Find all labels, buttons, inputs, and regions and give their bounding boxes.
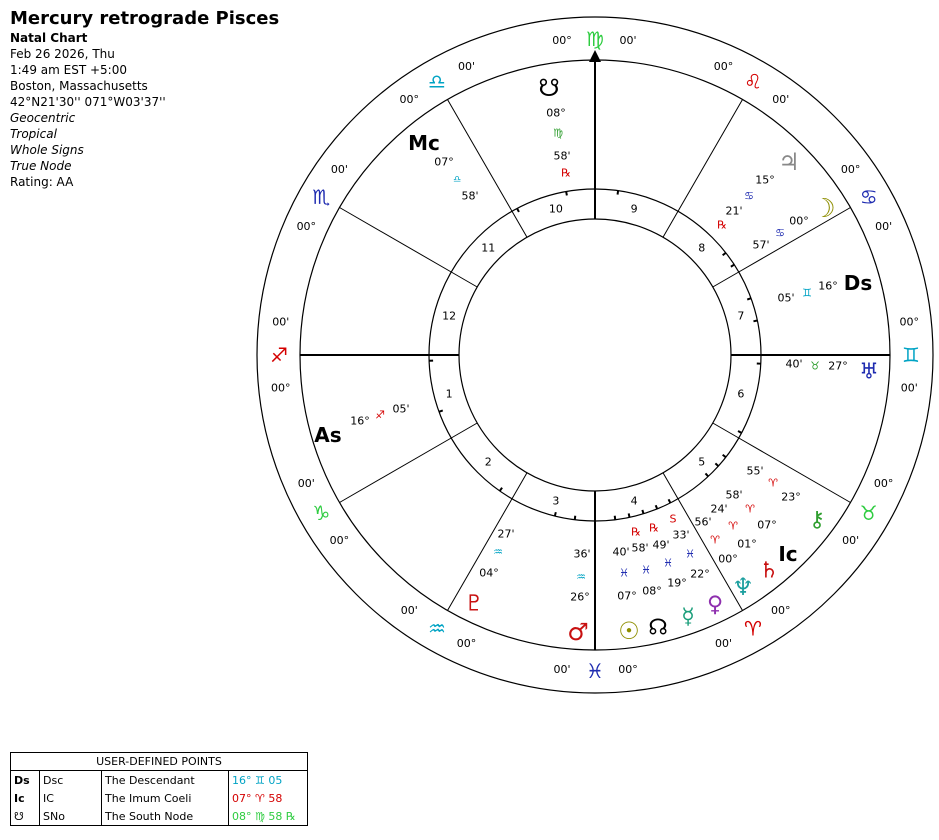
zodiac-sign-icon: ♐ [270,343,288,367]
imum-coeli-degree: 07° [757,518,777,532]
cusp-minute: 00' [900,381,918,395]
north-node-sign-icon: ♓ [641,563,651,577]
chiron-minute: 55' [746,464,764,478]
neptune-icon: ♆ [732,573,754,601]
midheaven-degree: 07° [434,155,454,169]
cusp-degree: 00° [399,92,420,106]
uranus-icon: ♅ [859,359,879,385]
udp-row [11,807,307,825]
house-number: 7 [737,309,745,323]
chiron-icon: ⚷ [808,507,826,533]
neptune-minute: 56' [694,515,712,529]
neptune-degree: 00° [718,552,738,566]
mars-icon: ♂ [567,618,589,646]
planet-tick [753,320,757,321]
planet-tick [566,192,567,196]
inner-ring [459,219,731,491]
planet-tick [629,513,630,517]
cusp-degree: 00° [552,34,572,48]
mercury-retrograde: ℞ [649,521,659,535]
birth-time: 1:49 am EST +5:00 [10,63,127,77]
udp-abbr: Dsc [40,771,102,789]
north-node-retrograde: ℞ [631,525,641,539]
udp-title: USER-DEFINED POINTS [11,753,307,771]
zodiac-sign-icon: ♒ [428,616,446,641]
mc-arrowhead [589,50,601,62]
ascendant-label: As [314,423,342,447]
house-numbers [442,203,744,508]
pluto-degree: 04° [479,566,499,580]
house-number: 9 [630,202,638,216]
jupiter-retrograde: ℞ [717,218,727,232]
house-number: 11 [481,241,496,255]
mercury-minute: 49' [652,538,670,552]
planet-tick [642,510,643,514]
rating: Rating: AA [10,175,74,189]
venus-icon: ♀ [706,592,724,618]
south-node-icon: ☋ [538,74,560,102]
house-inner-line [663,473,678,499]
descendant-degree: 16° [818,279,838,293]
cusp-minute: 00' [715,637,733,651]
house-number: 1 [445,387,453,401]
chart-subtitle: Natal Chart [10,31,88,45]
zodiac-sign-icon: ♈ [744,616,762,641]
south-node-sign-icon: ♍ [553,126,563,140]
house-ring [429,189,764,521]
udp-name: The South Node [102,807,229,825]
birth-place: Boston, Massachusetts [10,79,148,93]
midheaven-minute: 58' [461,189,479,203]
udp-position: 16° ♊ 05 [232,773,283,787]
jupiter-degree: 15° [755,173,775,187]
system-line: Whole Signs [10,143,84,157]
cusp-degree: 00° [456,637,477,651]
house-number: 6 [737,387,745,401]
udp-position: 08° ♍ 58 ℞ [232,809,296,823]
house-inner-line [663,211,678,237]
cusp-degree: 00° [899,315,920,329]
ascendant-minute: 05' [392,402,410,416]
system-line: Geocentric [10,111,76,125]
house-cusp-line [340,208,452,273]
south-node-retrograde: ℞ [561,166,571,180]
saturn-minute: 24' [710,502,728,516]
house-number: 2 [484,455,492,469]
planet-tick [439,410,443,411]
zodiac-sign-icon: ♑ [312,501,331,525]
cusp-minute: 00' [457,59,475,73]
planet-tick [517,208,519,212]
cusp-minute: 00' [553,662,571,676]
zodiac-sign-icon: ♋ [859,185,878,209]
jupiter-icon: ♃ [778,148,800,176]
planet-tick [618,191,619,195]
north-node-minute: 58' [631,541,649,555]
cusp-minute: 00' [772,92,790,106]
planet-tick [723,253,726,255]
system-line: True Node [10,159,72,173]
pluto-minute: 27' [497,527,515,541]
birth-date: Feb 26 2026, Thu [10,47,115,61]
cusp-degree: 00° [840,162,861,176]
mars-degree: 26° [570,590,590,604]
house-number: 4 [630,494,638,508]
cusp-degree: 00° [618,662,638,676]
house-cusp-line [340,438,452,503]
uranus-sign-icon: ♉ [810,359,820,373]
venus-sign-icon: ♓ [685,547,695,561]
mars-minute: 36' [573,547,591,561]
udp-symbol: Ic [11,789,40,807]
saturn-icon: ♄ [759,558,779,584]
imum-coeli-sign-icon: ♈ [745,502,755,516]
house-inner-line [512,473,527,499]
chart-title: Mercury retrograde Pisces [10,8,280,29]
cusp-degree: 00° [770,604,791,618]
planet-tick [715,463,718,466]
planet-tick [656,505,657,509]
house-inner-line [451,423,477,438]
system-line: Tropical [10,127,57,141]
venus-minute: 33' [672,528,690,542]
moon-icon: ☽ [812,194,836,224]
venus-degree: 22° [690,567,710,581]
descendant-sign-icon: ♊ [802,286,812,300]
angle-axes [297,50,893,650]
saturn-degree: 01° [737,537,757,551]
imum-coeli-minute: 58' [725,488,743,502]
imum-coeli-label: Ic [778,542,798,566]
sun-sign-icon: ♓ [619,566,629,580]
house-cusp-line [678,100,743,212]
descendant-label: Ds [843,271,873,295]
zodiac-sign-icon: ♓ [586,659,604,683]
cusp-minute: 00' [272,315,290,329]
house-inner-line [713,423,739,438]
cusp-degree: 00° [296,219,317,233]
udp-symbol: ☋ [11,807,40,825]
planet-tick [500,488,502,491]
zodiac-sign-icon: ♊ [902,343,920,367]
descendant-minute: 05' [777,291,795,305]
sun-degree: 07° [617,589,637,603]
mars-sign-icon: ♒ [576,570,586,584]
cusp-degree: 00° [329,534,350,548]
pluto-sign-icon: ♒ [493,545,503,559]
mercury-icon: ☿ [681,604,695,630]
zodiac-sign-icon: ♍ [586,27,604,51]
mercury-sign-icon: ♓ [663,556,673,570]
birth-coordinates: 42°N21'30'' 071°W03'37'' [10,95,166,109]
south-node-degree: 08° [546,106,566,120]
venus-station: S [669,512,677,526]
zodiac-sign-icon: ♎ [428,69,446,94]
cusp-minute: 00' [619,34,637,48]
north-node-degree: 08° [642,584,662,598]
saturn-sign-icon: ♈ [728,519,738,533]
ascendant-sign-icon: ♐ [375,408,385,422]
chiron-sign-icon: ♈ [768,476,778,490]
sun-icon: ☉ [618,617,640,645]
planet-tick [723,455,726,457]
midheaven-sign-icon: ♎ [452,175,462,185]
midheaven-label: Mc [408,131,440,155]
cusp-minute: 00' [400,604,418,618]
planet-tick [705,473,708,476]
uranus-minute: 40' [785,357,803,371]
cusp-minute: 00' [842,534,860,548]
cusp-degree: 00° [873,477,894,491]
neptune-sign-icon: ♈ [710,533,720,547]
south-node-minute: 58' [553,149,571,163]
planet-tick [555,512,556,516]
planet-tick [738,431,742,433]
house-inner-line [512,211,527,237]
chiron-degree: 23° [781,490,801,504]
north-node-icon: ☊ [648,615,668,641]
house-inner-line [451,272,477,287]
zodiac-sign-icon: ♏ [312,185,331,209]
cusp-minute: 00' [330,162,348,176]
house-cusp-line [448,100,513,212]
planet-tick [669,499,671,503]
mercury-degree: 19° [667,576,687,590]
udp-symbol: Ds [11,771,40,789]
zodiac-sign-icon: ♉ [859,501,878,525]
house-inner-line [713,272,739,287]
udp-abbr: SNo [40,807,102,825]
planet-tick [731,265,734,267]
uranus-degree: 27° [828,359,848,373]
planet-glyphs [314,74,879,646]
user-defined-points-table [10,752,308,826]
house-number: 5 [698,455,706,469]
udp-abbr: IC [40,789,102,807]
pluto-icon: ♇ [464,591,484,617]
udp-row [11,789,307,807]
zodiac-sign-icon: ♌ [744,69,762,94]
house-number: 8 [698,241,706,255]
jupiter-sign-icon: ♋ [744,189,754,203]
cusp-minute: 00' [297,477,315,491]
house-number: 12 [442,309,457,323]
udp-position: 07° ♈ 58 [232,791,283,805]
cusp-minute: 00' [875,219,893,233]
cusp-degree: 00° [270,381,291,395]
sun-minute: 40' [612,545,630,559]
moon-minute: 57' [752,238,770,252]
house-number: 3 [552,494,560,508]
udp-row [11,771,307,789]
moon-sign-icon: ♋ [775,226,785,240]
ascendant-degree: 16° [350,414,370,428]
cusp-degree: 00° [713,59,734,73]
jupiter-minute: 21' [725,204,743,218]
moon-degree: 00° [789,214,809,228]
udp-name: The Descendant [102,771,229,789]
planet-ticks [429,191,764,520]
house-number: 10 [548,202,563,216]
planet-tick [747,298,751,299]
udp-name: The Imum Coeli [102,789,229,807]
